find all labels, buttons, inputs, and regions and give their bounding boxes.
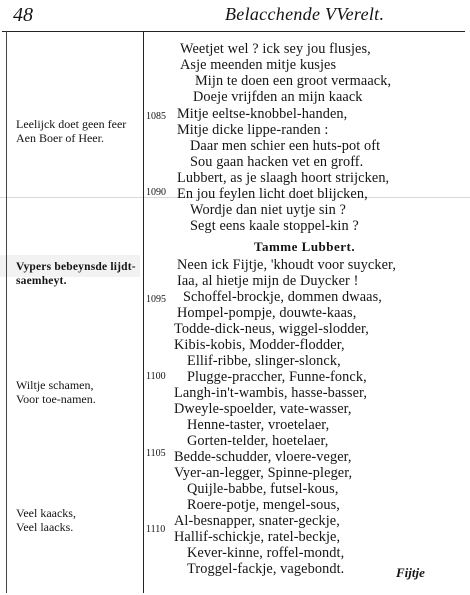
- verse-line: Vyer-an-legger, Spinne-pleger,: [174, 465, 353, 481]
- line-number: 1105: [146, 448, 166, 459]
- verse-line: Kibis-kobis, Modder-flodder,: [174, 337, 345, 353]
- verse-line: Todde-dick-neus, wiggel-slodder,: [174, 321, 369, 337]
- verse-line: Troggel-fackje, vagebondt.: [187, 561, 345, 577]
- verse-line: Mijn te doen een groot vermaack,: [195, 73, 392, 89]
- verse-line: Weetjet wel ? ick sey jou flusjes,: [180, 41, 371, 57]
- verse-line: Gorten-telder, hoetelaer,: [187, 433, 329, 449]
- verse-line: Neen ick Fijtje, 'khoudt voor suycker,: [177, 257, 397, 273]
- verse-line: Mitje eeltse-knobbel-handen,: [177, 106, 348, 122]
- verse-line: Asje meenden mitje kusjes: [180, 57, 337, 73]
- margin-note-line: Voor toe-namen.: [16, 392, 96, 406]
- line-number: 1095: [146, 294, 166, 305]
- line-number: 1100: [146, 371, 166, 382]
- margin-note-line: Veel laacks.: [16, 520, 74, 534]
- verse-line: Bedde-schudder, vloere-veger,: [174, 449, 352, 465]
- verse-line: Dweyle-spoelder, vate-wasser,: [174, 401, 352, 417]
- line-number: 1110: [146, 524, 166, 535]
- page-number: 48: [13, 4, 33, 26]
- margin-note-line: saemheyt.: [16, 275, 67, 287]
- margin-note-1: [16, 117, 126, 145]
- margin-note-2: [16, 260, 136, 288]
- margin-note-3: [16, 378, 96, 406]
- verse-line: Ellif-ribbe, slinger-slonck,: [187, 353, 341, 369]
- verse-line: Al-besnapper, snater-geckje,: [174, 513, 340, 529]
- verse-line: Daar men schier een huts-pot oft: [190, 138, 381, 154]
- margin-note-line: Leelijck doet geen feer: [16, 117, 127, 131]
- line-number: 1085: [146, 111, 166, 122]
- inner-margin-rule: [143, 31, 144, 593]
- speaker-heading: Tamme Lubbert.: [254, 239, 356, 254]
- verse-line: Lubbert, as je slaagh hoort strijcken,: [177, 170, 390, 186]
- verse-line: Doeje vrijfden an mijn kaack: [193, 89, 363, 105]
- verse-line: Schoffel-brockje, dommen dwaas,: [183, 289, 382, 305]
- verse-line: Sou gaan hacken vet en groff.: [190, 154, 364, 170]
- margin-note-line: Aen Boer of Heer.: [16, 131, 104, 145]
- verse-line: Segt eens kaale stoppel-kin ?: [190, 218, 359, 234]
- verse-line: Roere-potje, mengel-sous,: [187, 497, 340, 513]
- margin-note-line: Wiltje schamen,: [16, 378, 94, 392]
- verse-line: Wordje dan niet uytje sin ?: [190, 202, 346, 218]
- verse-line: Hallif-schickje, ratel-beckje,: [174, 529, 341, 545]
- verse-line: Plugge-praccher, Funne-fonck,: [187, 369, 367, 385]
- verse-line: Kever-kinne, roffel-mondt,: [187, 545, 345, 561]
- margin-note-line: Vypers bebeynsde lijdt-: [16, 261, 136, 273]
- running-title: Belacchende VVerelt.: [225, 4, 385, 24]
- verse-line: En jou feylen licht doet blijcken,: [177, 186, 368, 202]
- verse-line: Iaa, al hietje mijn de Duycker !: [177, 273, 359, 289]
- outer-margin-rule: [6, 31, 7, 593]
- catchword: Fijtje: [396, 565, 425, 580]
- header-rule: [2, 31, 465, 32]
- verse-line: Mitje dicke lippe-randen :: [177, 122, 329, 138]
- verse-line: Henne-taster, vroetelaer,: [187, 417, 330, 433]
- verse-line: Quijle-babbe, futsel-kous,: [187, 481, 339, 497]
- margin-note-4: [16, 506, 76, 534]
- verse-line: Hompel-pompje, douwte-kaas,: [177, 305, 357, 321]
- line-number: 1090: [146, 187, 166, 198]
- margin-note-line: Veel kaacks,: [16, 506, 76, 520]
- verse-line: Langh-in't-wambis, hasse-basser,: [174, 385, 367, 401]
